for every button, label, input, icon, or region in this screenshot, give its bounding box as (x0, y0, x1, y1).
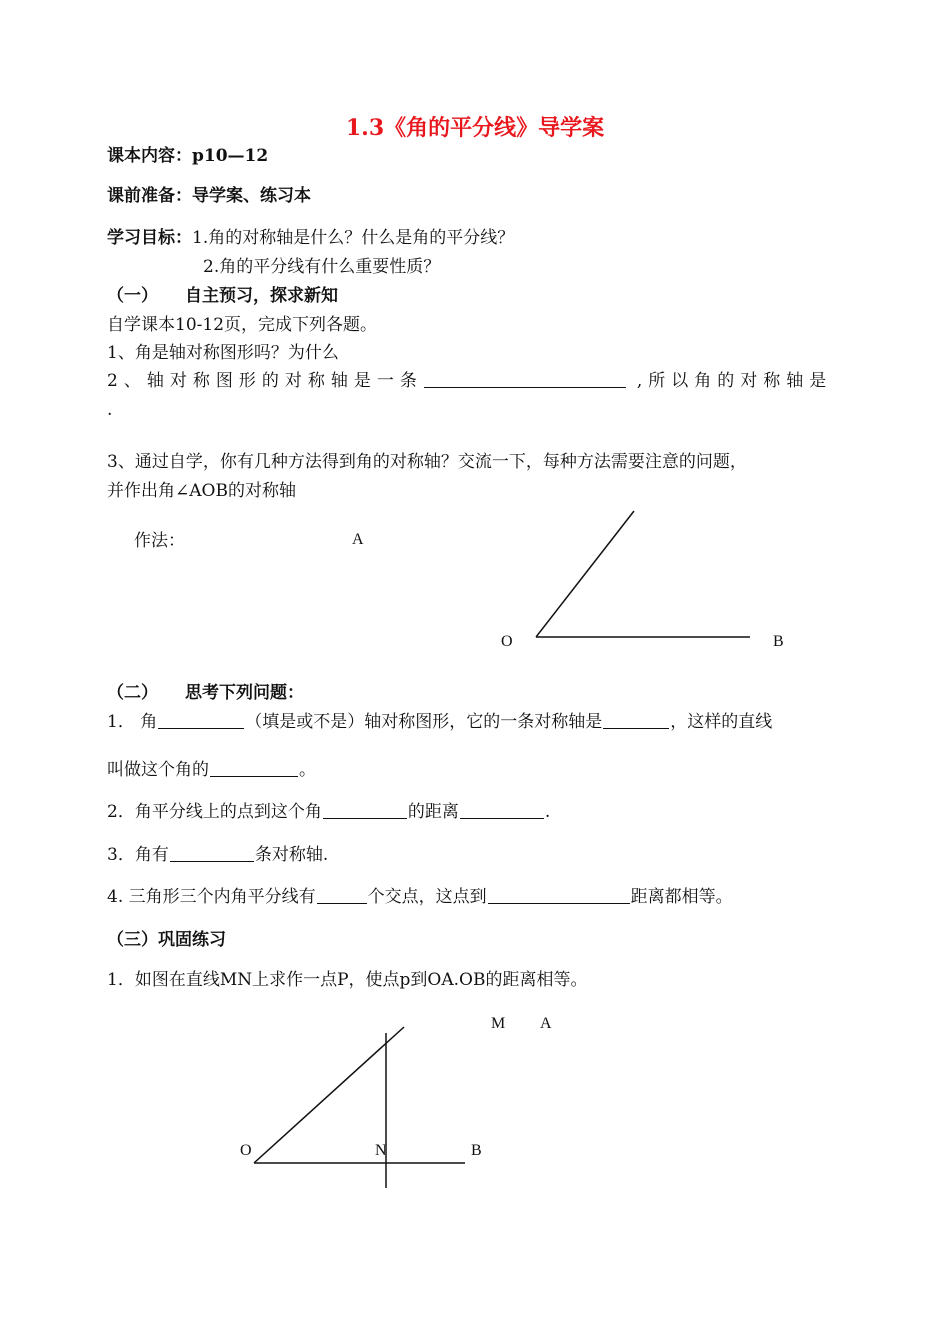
method-label: 作法： (134, 531, 185, 551)
section2-q1-line2 (107, 759, 316, 781)
q1-blank-1[interactable] (158, 712, 244, 729)
section2-q1 (107, 711, 772, 733)
label-b-2: B (471, 1142, 482, 1159)
section1-q1: 1、角是轴对称图形吗？为什么 (107, 343, 339, 363)
section2-q2 (107, 801, 550, 823)
label-b: B (773, 633, 784, 650)
goal-2: 2.角的平分线有什么重要性质？ (203, 257, 441, 277)
section2-q4 (107, 886, 733, 908)
goal-1: 1.角的对称轴是什么？什么是角的平分线？ (192, 228, 515, 248)
q1-text-c: ，这样的直线 (670, 712, 773, 732)
q2-text-a: 2、轴对称图形的对称轴是一条 (107, 371, 423, 391)
goal-label: 学习目标： (107, 228, 192, 248)
section1-q3-line1: 3、通过自学，你有几种方法得到角的对称轴？交流一下，每种方法需要注意的问题， (107, 452, 747, 472)
q2-text-b: ,所以角的对称轴是 (636, 371, 833, 391)
ray-oa (536, 511, 634, 637)
q2-text-a: 2．角平分线上的点到这个角 (107, 802, 322, 822)
label-m: M (491, 1015, 506, 1032)
q4-text-b: 个交点，这点到 (367, 887, 487, 907)
section2-q3 (107, 844, 328, 866)
label-a-2: A (540, 1015, 552, 1032)
prep-value: 导学案、练习本 (192, 186, 311, 206)
q1-blank-3[interactable] (210, 760, 298, 777)
section1-intro: 自学课本10-12页，完成下列各题。 (107, 315, 378, 335)
q2-blank-1[interactable] (323, 802, 407, 819)
q2-text-b: 的距离 (407, 802, 459, 822)
q2-text-c: . (544, 802, 551, 822)
section2-heading-num: （二） (107, 683, 158, 703)
section2-heading: 思考下列问题： (185, 683, 304, 703)
q4-text-c: 距离都相等。 (630, 887, 733, 907)
q1-line2-text: 叫做这个角的 (107, 760, 209, 780)
q2-end: . (107, 400, 113, 420)
section1-heading-num: （一） (107, 286, 158, 306)
prep-label: 课前准备： (107, 186, 192, 206)
q3-blank[interactable] (170, 845, 254, 862)
label-o: O (501, 633, 513, 650)
section1-heading: 自主预习，探求新知 (185, 286, 338, 306)
q1-text-b: （填是或不是）轴对称图形，它的一条对称轴是 (245, 712, 603, 732)
label-o-2: O (240, 1142, 252, 1159)
q1-line2-end: 。 (299, 760, 316, 780)
label-n: N (375, 1142, 387, 1159)
section3-q1: 1．如图在直线MN上求作一点P，使点p到OA.OB的距离相等。 (107, 970, 588, 990)
q4-text-a: 4. 三角形三个内角平分线有 (107, 887, 316, 907)
q1-blank-2[interactable] (603, 712, 669, 729)
q3-text-b: 条对称轴. (254, 845, 329, 865)
content-value: p10—12 (192, 146, 269, 166)
q4-blank-2[interactable] (488, 887, 630, 904)
q1-text-a: 1． 角 (107, 712, 158, 732)
q3-text-a: 3．角有 (107, 845, 169, 865)
label-a: A (352, 531, 364, 548)
content-label: 课本内容： (107, 146, 192, 166)
q2-blank-2[interactable] (460, 802, 544, 819)
q4-blank-1[interactable] (317, 887, 367, 904)
page-title: 1.3《角的平分线》导学案 (345, 115, 605, 141)
section3-heading: （三）巩固练习 (107, 930, 226, 950)
section1-q3-line2: 并作出角∠AOB的对称轴 (107, 481, 296, 501)
